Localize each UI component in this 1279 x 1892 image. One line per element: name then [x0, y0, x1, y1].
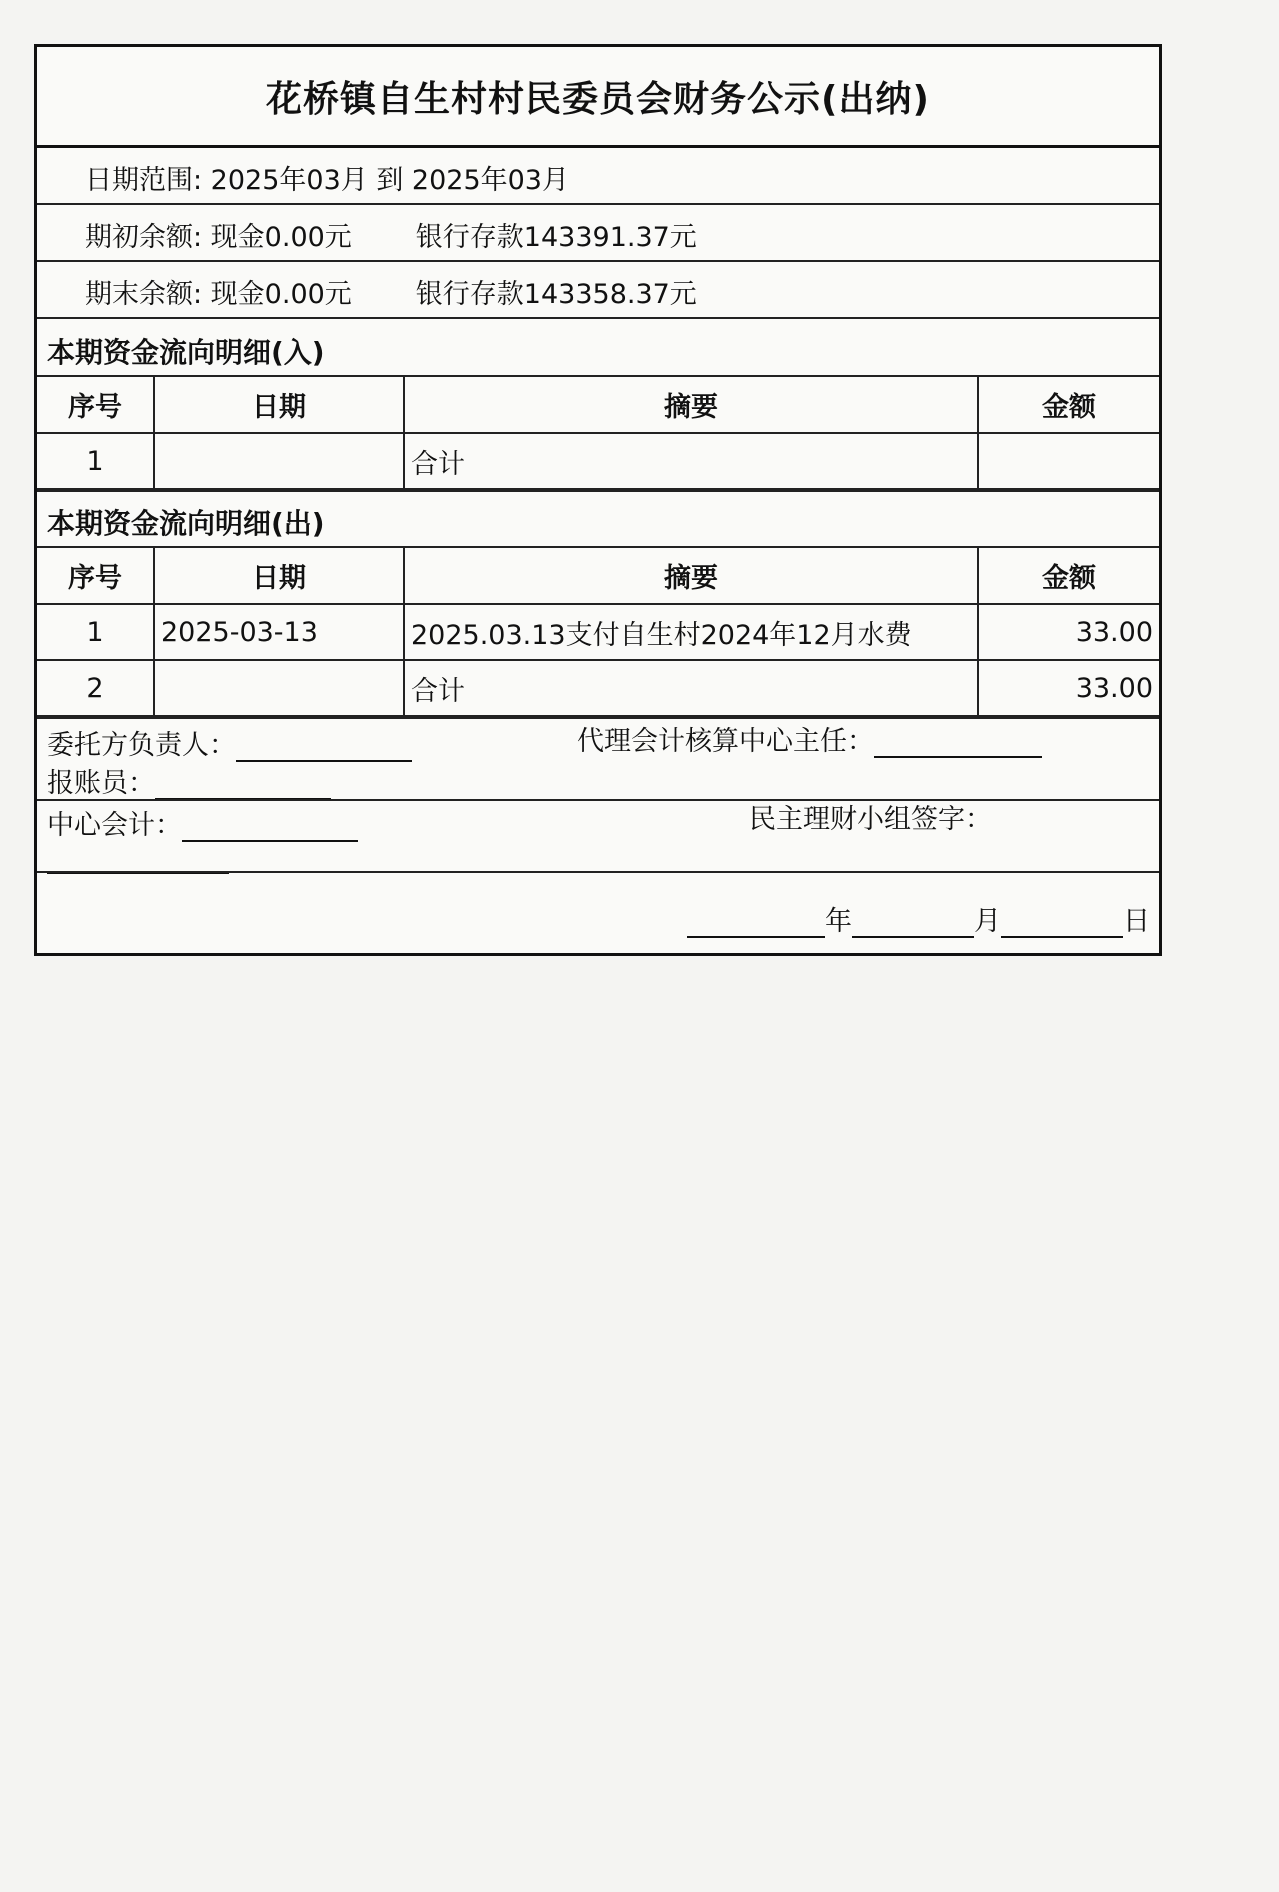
income-header-row	[37, 377, 1159, 433]
col-header-summary: 摘要	[404, 548, 978, 604]
table-row	[37, 433, 1159, 489]
closing-cash-text: 期末余额: 现金0.00元	[85, 279, 352, 310]
closing-balance-row	[37, 262, 1159, 319]
month-label: 月	[974, 906, 1001, 937]
signature-area	[37, 717, 1159, 956]
col-header-summary: 摘要	[404, 377, 978, 433]
agency-director-signature	[577, 719, 1042, 758]
opening-balance-row	[37, 205, 1159, 262]
date-range-row	[37, 148, 1159, 205]
client-head-signature	[47, 723, 412, 762]
income-section-heading: 本期资金流向明细(入)	[37, 319, 1159, 377]
signature-blank-line	[47, 843, 229, 874]
finance-group-signature	[749, 797, 992, 836]
opening-cash-text: 期初余额: 现金0.00元	[85, 222, 352, 253]
col-header-amount: 金额	[978, 548, 1159, 604]
closing-bank-text: 银行存款143358.37元	[415, 279, 697, 310]
table-row	[37, 604, 1159, 660]
row-summary: 合计	[404, 660, 978, 716]
row-date: 2025-03-13	[154, 604, 404, 660]
expense-section-heading: 本期资金流向明细(出)	[37, 490, 1159, 548]
row-summary: 2025.03.13支付自生村2024年12月水费	[404, 604, 978, 660]
income-table	[37, 377, 1159, 490]
center-accountant-signature	[47, 803, 358, 842]
col-header-date: 日期	[154, 377, 404, 433]
date-signature-line	[687, 899, 1150, 938]
row-no: 2	[37, 660, 154, 716]
row-date	[154, 660, 404, 716]
row-date	[154, 433, 404, 489]
year-label: 年	[825, 906, 852, 937]
row-amount	[978, 433, 1159, 489]
date-range-text: 日期范围: 2025年03月 到 2025年03月	[85, 165, 569, 196]
col-header-no: 序号	[37, 548, 154, 604]
table-row	[37, 660, 1159, 716]
divider	[37, 871, 1159, 873]
col-header-no: 序号	[37, 377, 154, 433]
finance-disclosure-sheet	[34, 44, 1162, 956]
row-amount: 33.00	[978, 604, 1159, 660]
expense-table	[37, 548, 1159, 717]
finance-group-label: 民主理财小组签字：	[749, 804, 992, 835]
day-label: 日	[1123, 906, 1150, 937]
row-no: 1	[37, 604, 154, 660]
client-head-label: 委托方负责人：	[47, 730, 236, 761]
document-title: 花桥镇自生村村民委员会财务公示(出纳)	[37, 47, 1159, 148]
row-amount: 33.00	[978, 660, 1159, 716]
row-no: 1	[37, 433, 154, 489]
expense-header-row	[37, 548, 1159, 604]
col-header-amount: 金额	[978, 377, 1159, 433]
col-header-date: 日期	[154, 548, 404, 604]
agency-director-label: 代理会计核算中心主任：	[577, 726, 874, 757]
bookkeeper-signature	[47, 761, 331, 800]
row-summary: 合计	[404, 433, 978, 489]
opening-bank-text: 银行存款143391.37元	[415, 222, 697, 253]
center-accountant-label: 中心会计：	[47, 810, 182, 841]
bookkeeper-label: 报账员：	[47, 768, 155, 799]
